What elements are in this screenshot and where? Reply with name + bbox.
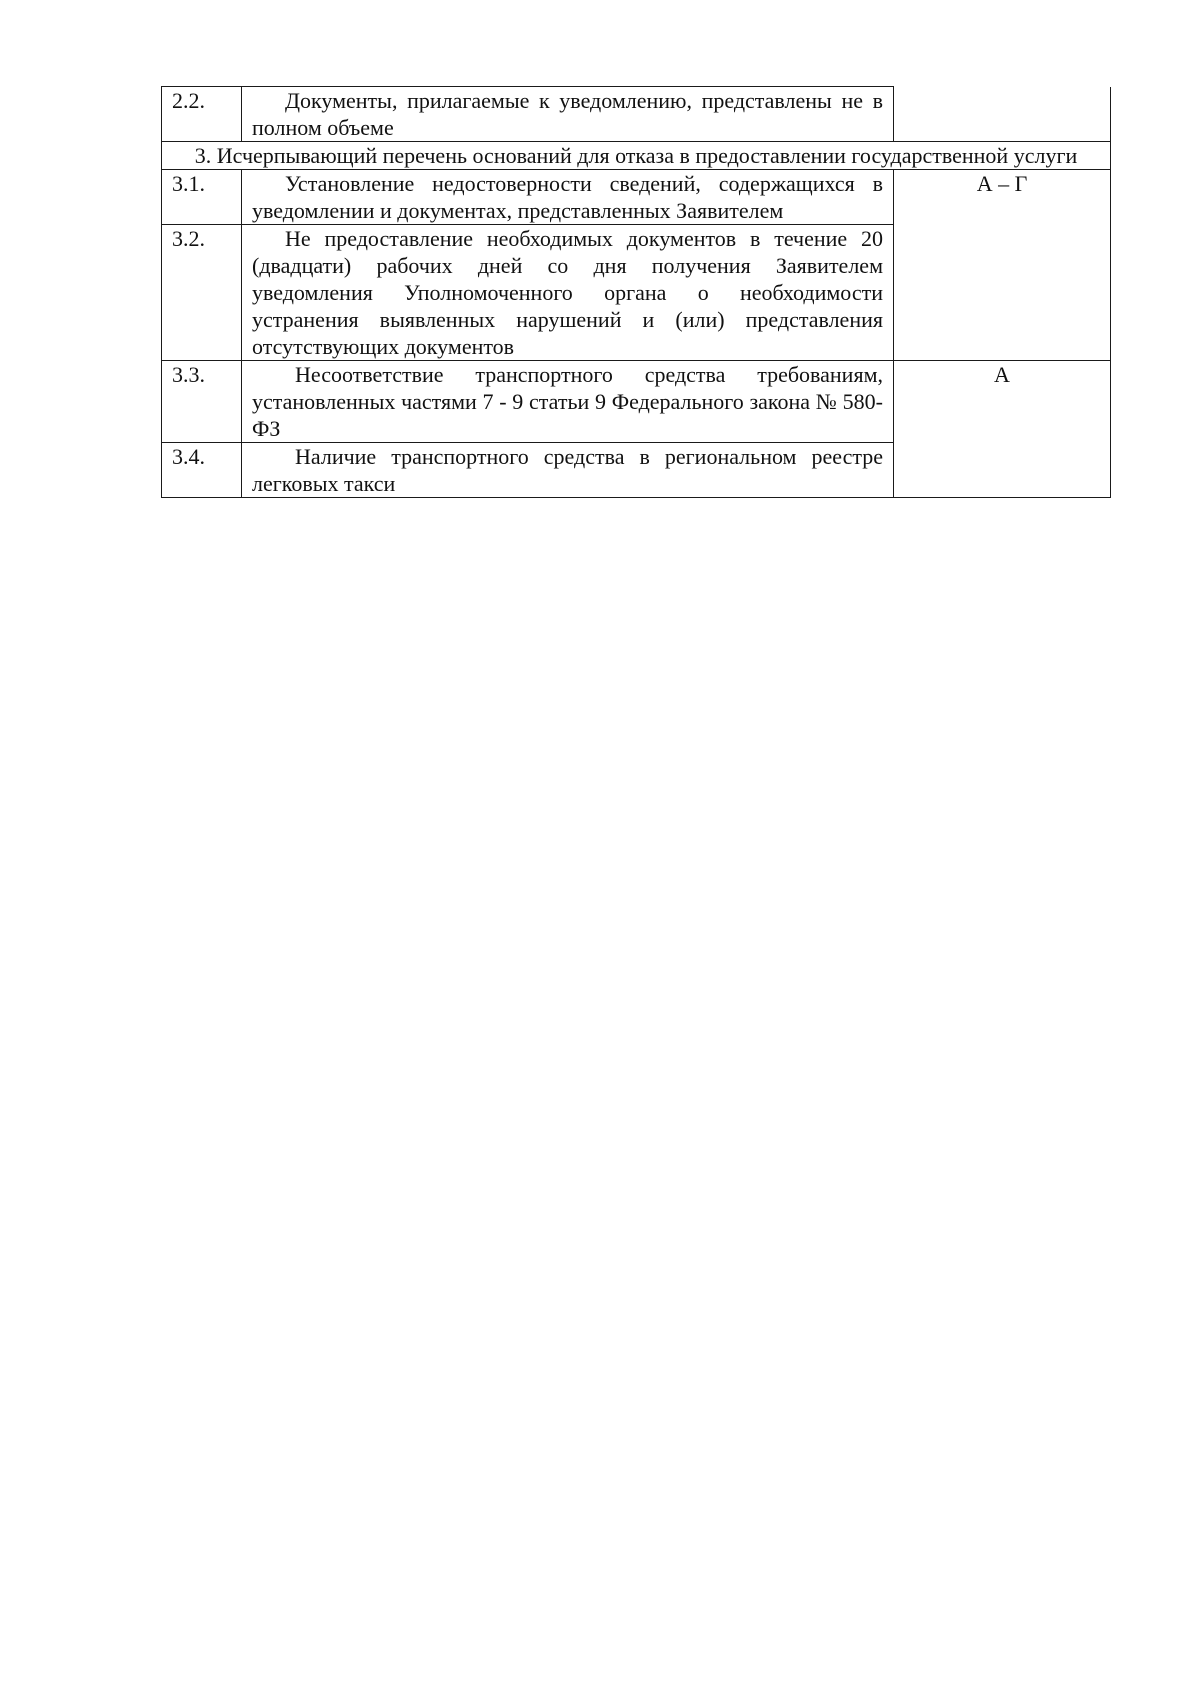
row-text: Наличие транспортного средства в региональном реестре легковых такси <box>242 443 894 498</box>
table-row <box>162 87 1111 142</box>
row-text: Не предоставление необходимых документов в течение 20 (двадцати) рабочих дней со дня получения Заявителем уведомления Уполномоченного органа о необходимости устранения выявленных нарушений и (или) представления отсутствующих документов <box>242 225 894 361</box>
row-text: Документы, прилагаемые к уведомлению, представлены не в полном объеме <box>242 87 894 142</box>
table-row <box>162 170 1111 225</box>
section-heading-row <box>162 142 1111 170</box>
row-number: 2.2. <box>162 87 242 142</box>
row-code-empty <box>894 87 1111 142</box>
row-number: 3.2. <box>162 225 242 361</box>
row-number: 3.4. <box>162 443 242 498</box>
table-row <box>162 361 1111 443</box>
grounds-table <box>161 86 1111 498</box>
row-text: Несоответствие транспортного средства требованиям, установленных частями 7 - 9 статьи 9 Федерального закона № 580-ФЗ <box>242 361 894 443</box>
section-heading: 3. Исчерпывающий перечень оснований для отказа в предоставлении государственной услуги <box>162 142 1111 170</box>
row-text: Установление недостоверности сведений, содержащихся в уведомлении и документах, представленных Заявителем <box>242 170 894 225</box>
row-code-group: А – Г <box>894 170 1111 361</box>
row-code-group: А <box>894 361 1111 498</box>
row-number: 3.3. <box>162 361 242 443</box>
row-number: 3.1. <box>162 170 242 225</box>
